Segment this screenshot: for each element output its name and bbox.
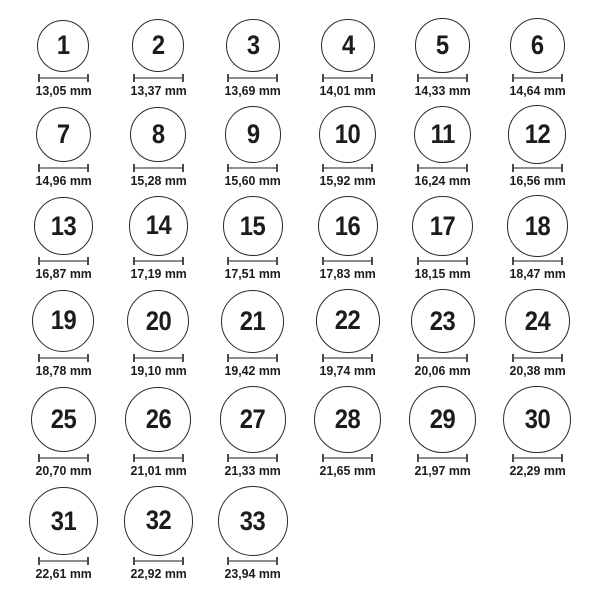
ring-circle: [132, 19, 185, 72]
ring-circle-area: [300, 18, 395, 73]
ruler-line: [419, 357, 466, 359]
diameter-ruler: [417, 354, 468, 362]
ruler-line: [229, 260, 276, 262]
ring-circle: [218, 486, 288, 556]
diameter-label: 15,28 mm: [130, 173, 187, 188]
diameter-ruler: [133, 454, 184, 462]
ruler-line: [419, 260, 466, 262]
ruler-right-tick: [87, 354, 89, 362]
diameter-ruler: [133, 257, 184, 265]
ring-size-cell: [16, 106, 111, 188]
ring-circle: [34, 197, 93, 256]
ring-circle-area: [16, 386, 111, 453]
ruler-right-tick: [561, 354, 563, 362]
diameter-label: 16,56 mm: [509, 173, 566, 188]
ring-size-cell: [490, 18, 585, 98]
ring-size-cell: [395, 386, 490, 478]
ruler-line: [419, 167, 466, 169]
ring-circle-area: [16, 196, 111, 256]
ring-size-cell: [16, 18, 111, 98]
ring-circle-area: [111, 486, 206, 556]
diameter-label: 20,38 mm: [509, 363, 566, 378]
ruler-line: [514, 260, 561, 262]
ring-size-cell: [111, 196, 206, 281]
ring-circle-area: [300, 196, 395, 256]
diameter-ruler: [322, 164, 373, 172]
ruler-line: [229, 167, 276, 169]
diameter-ruler: [133, 354, 184, 362]
ring-size-number: 25: [50, 404, 77, 434]
ruler-right-tick: [182, 164, 184, 172]
ruler-right-tick: [561, 454, 563, 462]
ring-size-number: 21: [240, 305, 266, 336]
ring-size-cell: [111, 289, 206, 378]
ruler-right-tick: [466, 257, 468, 265]
ring-circle: [31, 387, 96, 452]
ring-circle: [29, 487, 98, 556]
ring-size-cell: [490, 289, 585, 378]
diameter-ruler: [512, 74, 563, 82]
ruler-line: [514, 77, 561, 79]
ruler-line: [324, 457, 371, 459]
diameter-ruler: [38, 74, 89, 82]
ring-circle: [130, 107, 186, 163]
ring-circle-area: [206, 196, 301, 256]
ring-size-cell: [206, 486, 301, 581]
ring-circle: [125, 387, 191, 453]
ring-circle: [415, 18, 469, 72]
diameter-label: 20,70 mm: [35, 463, 92, 478]
ring-size-number: 4: [341, 29, 355, 60]
ring-circle-area: [490, 106, 585, 163]
diameter-ruler: [417, 164, 468, 172]
ring-circle-area: [111, 18, 206, 73]
diameter-ruler: [322, 257, 373, 265]
diameter-label: 13,37 mm: [130, 83, 187, 98]
ring-size-number: 14: [145, 210, 171, 241]
diameter-label: 22,29 mm: [509, 463, 566, 478]
ruler-right-tick: [276, 164, 278, 172]
ring-circle: [37, 20, 89, 72]
diameter-ruler: [322, 454, 373, 462]
diameter-ruler: [38, 354, 89, 362]
ring-circle-area: [111, 196, 206, 256]
diameter-ruler: [417, 454, 468, 462]
ring-circle-area: [16, 18, 111, 73]
ring-size-cell: [395, 106, 490, 188]
diameter-ruler: [512, 164, 563, 172]
ring-size-cell: [16, 486, 111, 581]
diameter-ruler: [227, 454, 278, 462]
diameter-ruler: [227, 257, 278, 265]
ruler-right-tick: [87, 74, 89, 82]
ring-circle: [225, 106, 281, 162]
ring-size-cell: [490, 196, 585, 281]
ruler-right-tick: [466, 164, 468, 172]
ring-size-number: 27: [240, 403, 266, 434]
ruler-right-tick: [466, 74, 468, 82]
ruler-right-tick: [87, 454, 89, 462]
ring-circle: [223, 196, 283, 256]
ring-size-cell: [111, 386, 206, 478]
ruler-right-tick: [276, 354, 278, 362]
ring-size-cell: [16, 289, 111, 378]
ring-size-number: 13: [50, 210, 77, 241]
diameter-label: 16,24 mm: [414, 173, 471, 188]
diameter-label: 21,97 mm: [414, 463, 471, 478]
ruler-line: [324, 77, 371, 79]
ring-size-number: 31: [50, 505, 77, 536]
ruler-line: [514, 357, 561, 359]
diameter-label: 22,61 mm: [35, 566, 92, 581]
ruler-right-tick: [182, 74, 184, 82]
ring-size-number: 15: [240, 210, 266, 241]
ring-size-number: 19: [50, 305, 77, 336]
ruler-right-tick: [87, 557, 89, 565]
ring-circle-area: [300, 106, 395, 163]
ruler-right-tick: [371, 257, 373, 265]
ruler-line: [40, 260, 87, 262]
ring-size-number: 33: [240, 505, 266, 536]
ruler-right-tick: [276, 454, 278, 462]
ruler-right-tick: [182, 454, 184, 462]
ruler-right-tick: [371, 164, 373, 172]
ruler-right-tick: [87, 164, 89, 172]
ruler-right-tick: [182, 257, 184, 265]
ring-circle: [503, 386, 571, 454]
ring-circle: [36, 107, 91, 162]
ring-circle: [220, 386, 286, 452]
ring-size-number: 22: [335, 305, 361, 336]
diameter-label: 21,01 mm: [130, 463, 187, 478]
diameter-ruler: [417, 257, 468, 265]
ring-size-cell: [206, 106, 301, 188]
ring-circle: [221, 290, 284, 353]
diameter-ruler: [227, 164, 278, 172]
diameter-ruler: [512, 354, 563, 362]
ruler-line: [229, 560, 276, 562]
ring-circle-area: [490, 196, 585, 256]
ring-size-cell: [490, 106, 585, 188]
diameter-label: 14,01 mm: [319, 83, 376, 98]
diameter-label: 14,64 mm: [509, 83, 566, 98]
diameter-label: 15,60 mm: [224, 173, 282, 188]
diameter-label: 19,10 mm: [130, 363, 187, 378]
ring-size-number: 17: [429, 210, 456, 241]
ruler-right-tick: [561, 74, 563, 82]
diameter-ruler: [512, 257, 563, 265]
ruler-line: [40, 560, 87, 562]
ruler-line: [40, 357, 87, 359]
diameter-label: 19,42 mm: [224, 363, 282, 378]
ring-circle: [414, 106, 472, 164]
ruler-line: [514, 457, 561, 459]
ring-circle: [508, 105, 566, 163]
ring-size-number: 26: [145, 404, 171, 434]
diameter-ruler: [133, 557, 184, 565]
ruler-line: [135, 357, 182, 359]
chart-row-4: [16, 289, 600, 378]
diameter-label: 16,87 mm: [35, 266, 92, 281]
ring-circle-area: [206, 18, 301, 73]
ruler-line: [40, 457, 87, 459]
diameter-label: 23,94 mm: [224, 566, 282, 581]
ring-circle: [316, 289, 380, 353]
ring-circle: [124, 486, 193, 555]
ring-size-cell: [395, 18, 490, 98]
ring-circle: [318, 196, 378, 256]
ring-size-cell: [490, 386, 585, 478]
ring-circle-area: [111, 289, 206, 353]
diameter-label: 13,69 mm: [224, 83, 282, 98]
ring-size-number: 16: [334, 210, 361, 241]
ring-circle-area: [206, 386, 301, 453]
ruler-line: [40, 167, 87, 169]
diameter-ruler: [227, 557, 278, 565]
ring-circle-area: [300, 386, 395, 453]
ring-size-number: 12: [524, 119, 551, 149]
ring-size-number: 28: [334, 404, 361, 434]
ruler-line: [514, 167, 561, 169]
ruler-right-tick: [182, 557, 184, 565]
ruler-right-tick: [371, 74, 373, 82]
diameter-label: 14,33 mm: [414, 83, 471, 98]
ring-size-number: 24: [524, 305, 551, 336]
ruler-line: [229, 77, 276, 79]
chart-row-1: [16, 18, 600, 98]
ruler-line: [135, 457, 182, 459]
ring-circle-area: [111, 386, 206, 453]
ring-circle-area: [16, 486, 111, 556]
ring-circle-area: [395, 196, 490, 256]
diameter-ruler: [322, 354, 373, 362]
ring-circle: [129, 196, 188, 255]
ring-size-number: 7: [56, 118, 70, 149]
chart-row-3: [16, 196, 600, 281]
ring-circle: [32, 290, 94, 352]
ring-circle: [411, 289, 475, 353]
ring-circle-area: [206, 289, 301, 353]
diameter-label: 15,92 mm: [319, 173, 376, 188]
ruler-right-tick: [561, 257, 563, 265]
diameter-ruler: [38, 164, 89, 172]
ring-circle: [412, 196, 473, 257]
ruler-right-tick: [371, 454, 373, 462]
chart-row-5: [16, 386, 600, 478]
ring-circle: [507, 195, 568, 256]
diameter-ruler: [227, 74, 278, 82]
ruler-line: [419, 77, 466, 79]
ring-size-cell: [206, 196, 301, 281]
diameter-label: 18,47 mm: [509, 266, 566, 281]
ring-circle: [510, 18, 565, 73]
diameter-label: 19,74 mm: [319, 363, 376, 378]
ruler-right-tick: [276, 557, 278, 565]
ring-size-cell: [395, 196, 490, 281]
ruler-line: [135, 560, 182, 562]
ring-circle-area: [395, 106, 490, 163]
diameter-ruler: [133, 74, 184, 82]
ruler-right-tick: [466, 454, 468, 462]
ruler-right-tick: [371, 354, 373, 362]
ring-circle-area: [206, 106, 301, 163]
ring-size-number: 11: [430, 119, 455, 149]
ring-circle-area: [16, 106, 111, 163]
ruler-right-tick: [561, 164, 563, 172]
ruler-line: [324, 167, 371, 169]
ring-size-number: 2: [151, 29, 165, 60]
ring-size-cell: [206, 289, 301, 378]
ring-size-cell: [206, 386, 301, 478]
ring-size-cell: [111, 486, 206, 581]
ring-size-number: 30: [524, 404, 551, 434]
ring-circle: [409, 386, 476, 453]
ring-circle: [226, 19, 279, 72]
ring-size-number: 9: [246, 118, 260, 149]
ruler-right-tick: [466, 354, 468, 362]
ring-size-cell: [16, 386, 111, 478]
ruler-line: [135, 167, 182, 169]
diameter-ruler: [38, 557, 89, 565]
diameter-label: 17,51 mm: [224, 266, 282, 281]
ruler-right-tick: [87, 257, 89, 265]
diameter-label: 14,96 mm: [35, 173, 92, 188]
ring-circle-area: [395, 289, 490, 353]
diameter-ruler: [38, 257, 89, 265]
ruler-right-tick: [276, 74, 278, 82]
ruler-line: [135, 77, 182, 79]
diameter-label: 18,78 mm: [35, 363, 92, 378]
ring-size-cell: [300, 386, 395, 478]
ring-size-cell: [206, 18, 301, 98]
ruler-line: [135, 260, 182, 262]
diameter-label: 22,92 mm: [130, 566, 187, 581]
diameter-label: 17,83 mm: [319, 266, 376, 281]
ring-circle-area: [206, 486, 301, 556]
ring-size-number: 18: [524, 210, 551, 241]
diameter-ruler: [133, 164, 184, 172]
ring-circle: [321, 19, 375, 73]
chart-row-2: [16, 106, 600, 188]
ring-size-cell: [111, 18, 206, 98]
ring-size-cell: [300, 106, 395, 188]
ruler-line: [419, 457, 466, 459]
ring-circle: [127, 290, 189, 352]
diameter-ruler: [227, 354, 278, 362]
ruler-line: [229, 357, 276, 359]
ring-size-cell: [300, 196, 395, 281]
ring-size-number: 6: [530, 30, 544, 60]
ring-size-cell: [300, 289, 395, 378]
ring-size-cell: [395, 289, 490, 378]
ruler-right-tick: [276, 257, 278, 265]
diameter-ruler: [512, 454, 563, 462]
ring-size-cell: [300, 18, 395, 98]
diameter-label: 21,33 mm: [224, 463, 282, 478]
ring-size-number: 23: [429, 305, 456, 336]
ring-size-number: 5: [436, 30, 449, 60]
ring-circle: [314, 386, 381, 453]
ruler-line: [324, 357, 371, 359]
ring-circle-area: [395, 386, 490, 453]
ruler-right-tick: [182, 354, 184, 362]
ruler-line: [40, 77, 87, 79]
diameter-ruler: [417, 74, 468, 82]
ring-size-cell: [16, 196, 111, 281]
ring-size-number: 10: [334, 119, 361, 149]
diameter-label: 13,05 mm: [35, 83, 92, 98]
ring-circle-area: [16, 289, 111, 353]
chart-row-6: [16, 486, 600, 581]
ring-circle-area: [490, 289, 585, 353]
ring-size-cell: [111, 106, 206, 188]
diameter-ruler: [38, 454, 89, 462]
ring-size-number: 29: [429, 404, 456, 434]
ring-circle: [505, 289, 570, 354]
ring-circle-area: [490, 386, 585, 453]
ring-circle-area: [490, 18, 585, 73]
ring-size-number: 20: [145, 305, 171, 336]
ring-circle-area: [300, 289, 395, 353]
ruler-line: [229, 457, 276, 459]
diameter-ruler: [322, 74, 373, 82]
ring-size-number: 8: [151, 119, 165, 149]
ring-circle-area: [395, 18, 490, 73]
diameter-label: 18,15 mm: [414, 266, 471, 281]
diameter-label: 20,06 mm: [414, 363, 471, 378]
ring-size-number: 1: [56, 30, 70, 60]
ring-size-number: 32: [145, 505, 171, 536]
ruler-line: [324, 260, 371, 262]
diameter-label: 21,65 mm: [319, 463, 376, 478]
diameter-label: 17,19 mm: [130, 266, 187, 281]
ring-circle: [319, 106, 376, 163]
ring-circle-area: [111, 106, 206, 163]
ring-size-number: 3: [246, 30, 260, 60]
